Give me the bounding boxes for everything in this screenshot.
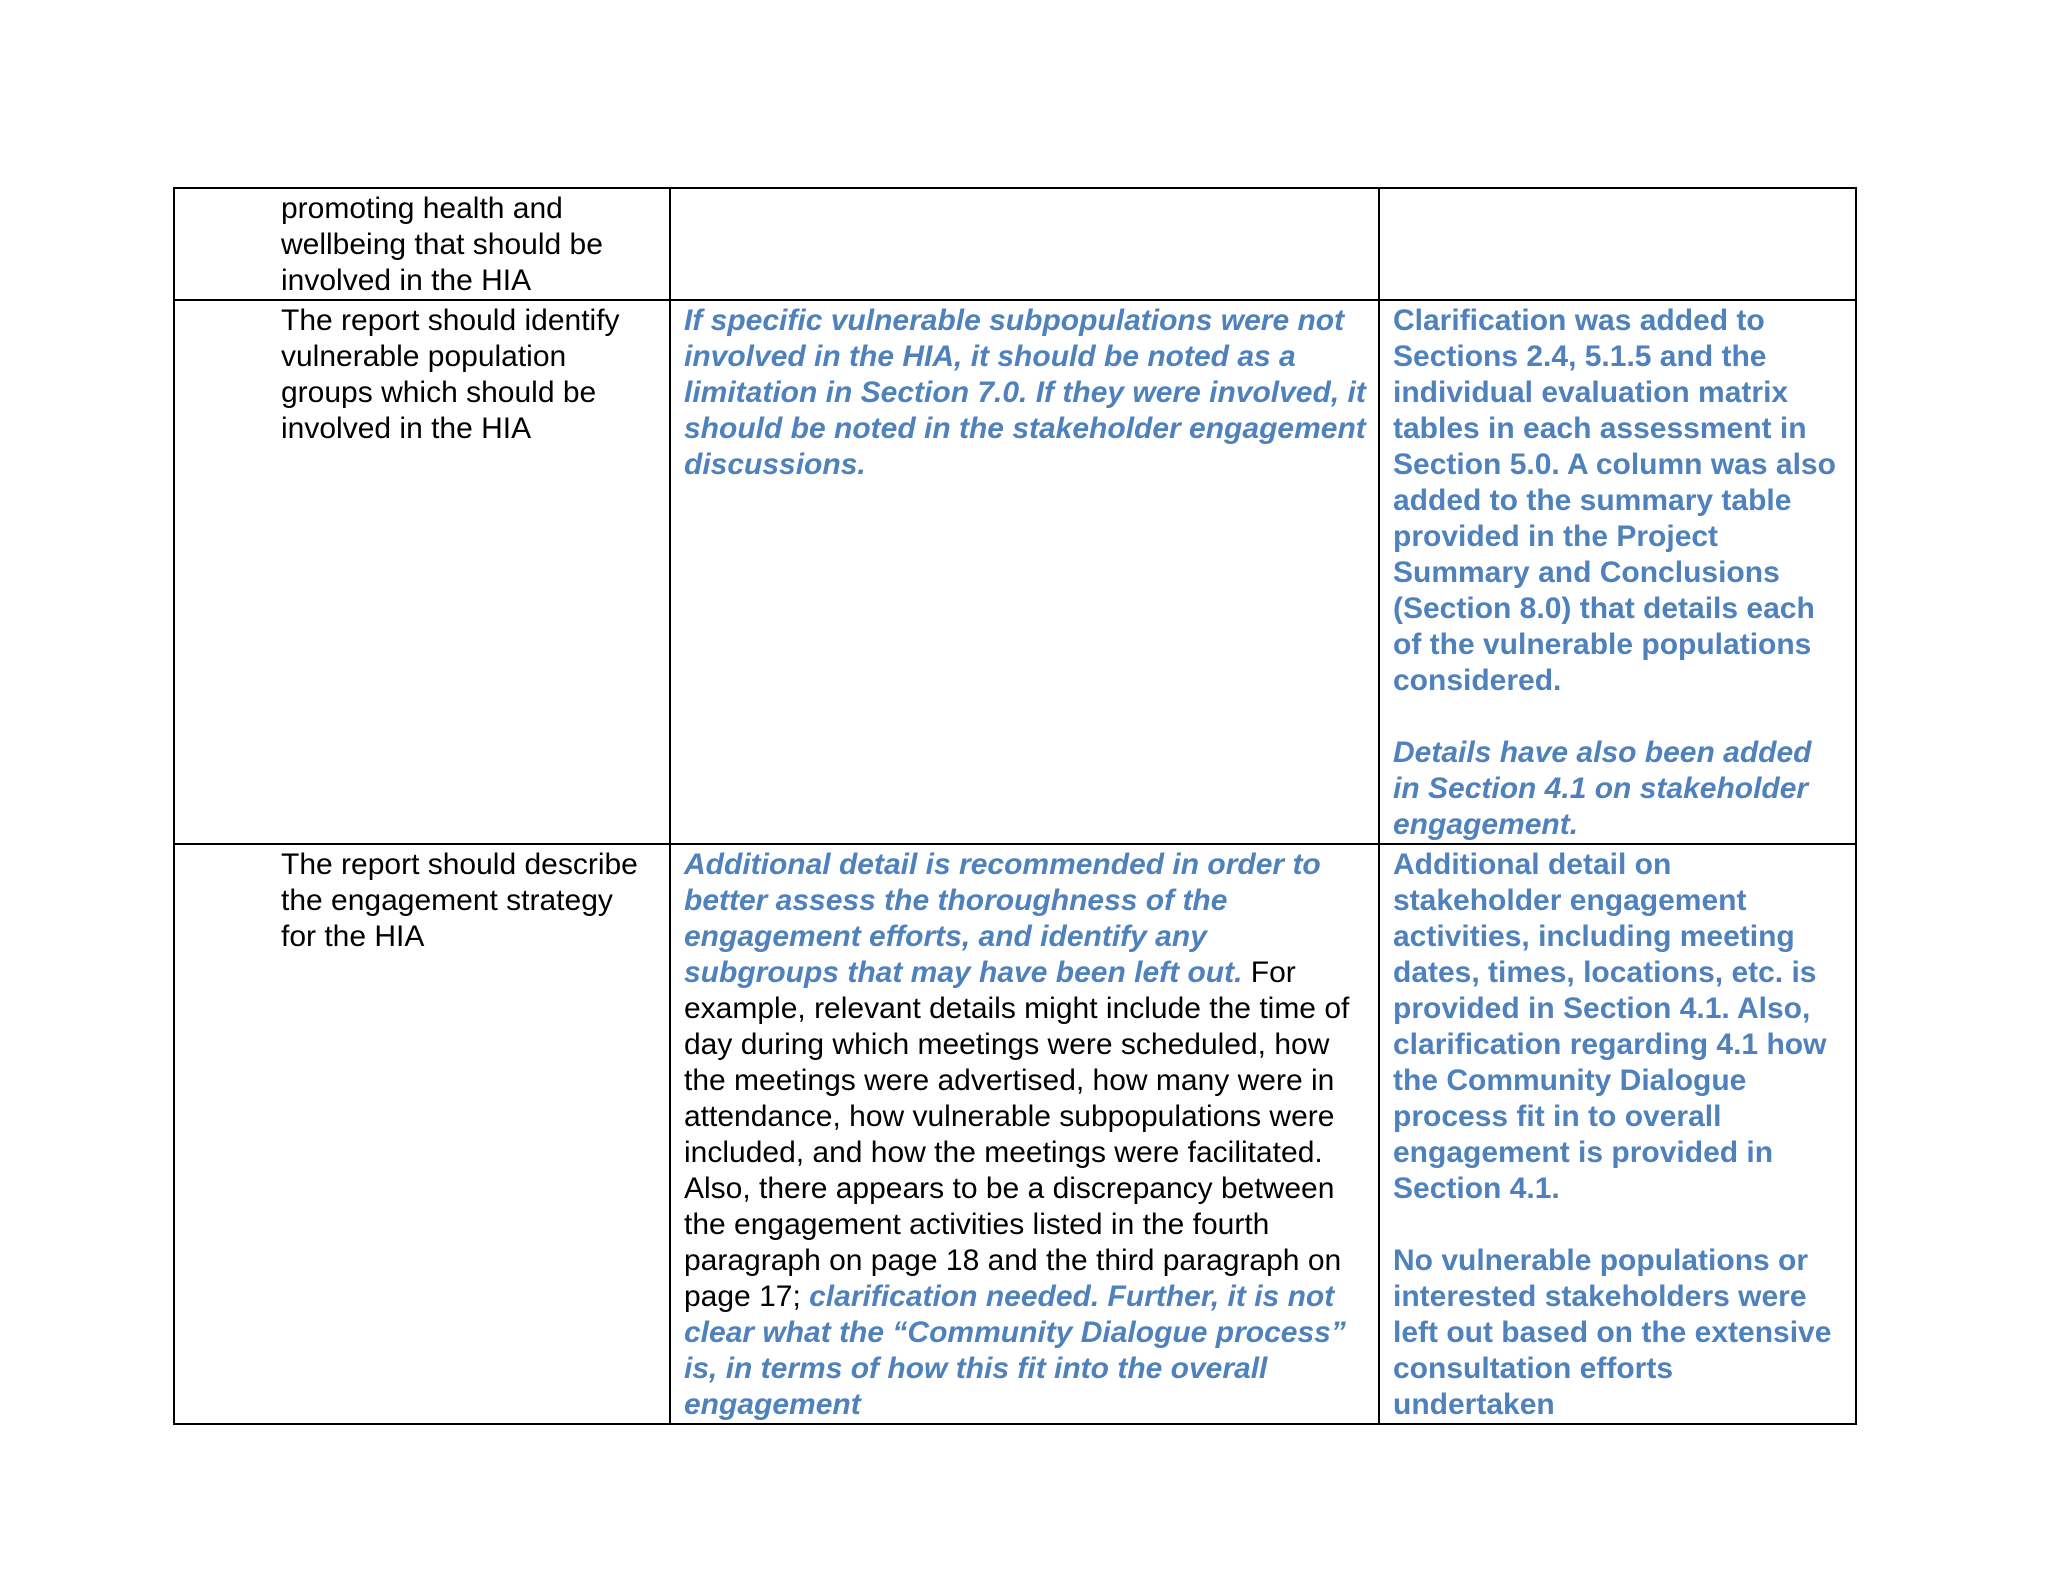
paragraph-spacer	[1393, 699, 1843, 735]
criterion-cell	[174, 188, 670, 300]
table-row	[174, 844, 1856, 1424]
comment-text: If specific vulnerable subpopulations were not involved in the HIA, it should be noted as a limitation in Section 7.0. If they were involved, it should be noted in the stakeholder engagement discussions.	[684, 304, 1366, 481]
criterion-text: promoting health and wellbeing that should be involved in the HIA	[281, 192, 603, 297]
response-cell	[1379, 300, 1856, 844]
table-row	[174, 300, 1856, 844]
criterion-cell	[174, 844, 670, 1424]
comment-cell	[670, 188, 1379, 300]
response-cell	[1379, 844, 1856, 1424]
criterion-cell	[174, 300, 670, 844]
comment-text: For example, relevant details might include the time of day during which meetings were scheduled, how the meetings were advertised, how many were in attendance, how vulnerable subpopulations were included, and how the meetings were facilitated. Also, there appears to be a discrepancy between the engagement activities listed in the fourth paragraph on page 18 and the third paragraph on page 17;	[684, 956, 1350, 1313]
paragraph-spacer	[1393, 1207, 1843, 1243]
comment-text-emphasis: clarification needed. Further, it is not clear what the “Community Dialogue process” is, in terms of how this fit into the overall engagement	[684, 1280, 1346, 1421]
response-paragraph: No vulnerable populations or interested stakeholders were left out based on the extensive consultation efforts undertaken	[1393, 1244, 1832, 1421]
response-paragraph: Details have also been added in Section 4.1 on stakeholder engagement.	[1393, 736, 1812, 841]
criterion-text: The report should identify vulnerable population groups which should be involved in the HIA	[281, 304, 620, 445]
criterion-text: The report should describe the engagement strategy for the HIA	[281, 848, 638, 953]
response-paragraph: Clarification was added to Sections 2.4, 5.1.5 and the individual evaluation matrix tables in each assessment in Section 5.0. A column was also added to the summary table provided in the Project Summary and Conclusions (Section 8.0) that details each of the vulnerable populations considered.	[1393, 304, 1836, 697]
response-cell	[1379, 188, 1856, 300]
comment-text-emphasis: Additional detail is recommended in order to better assess the thoroughness of the engagement efforts, and identify any subgroups that may have been left out.	[684, 848, 1321, 989]
review-comments-table	[173, 187, 1857, 1425]
comment-cell	[670, 844, 1379, 1424]
comment-cell	[670, 300, 1379, 844]
table-row	[174, 188, 1856, 300]
response-paragraph: Additional detail on stakeholder engagement activities, including meeting dates, times, locations, etc. is provided in Section 4.1. Also, clarification regarding 4.1 how the Community Dialogue process fit in to overall engagement is provided in Section 4.1.	[1393, 848, 1827, 1205]
